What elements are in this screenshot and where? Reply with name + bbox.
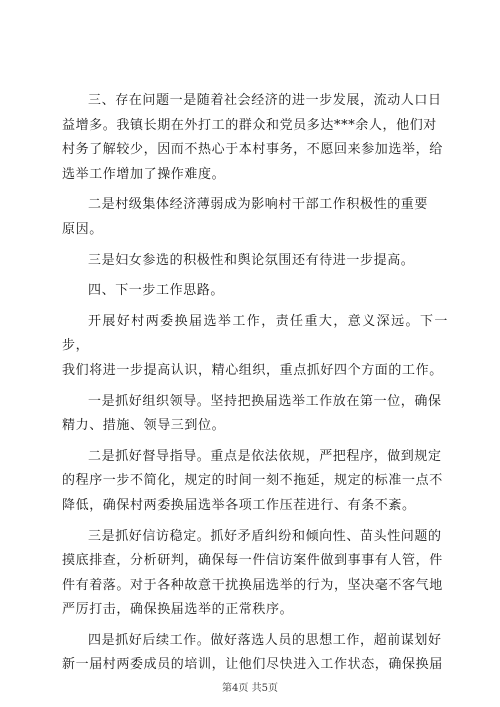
- paragraph-line: 件有着落。对于各种故意干扰换届选举的行为，坚决毫不客气地: [62, 577, 443, 593]
- paragraph-line: 二是村级集体经济薄弱成为影响村干部工作积极性的重要: [88, 197, 429, 213]
- paragraph-line: 二是抓好督导指导。重点是依法依规，严把程序，做到规定: [88, 448, 442, 464]
- paragraph-line: 摸底排查，分析研判，确保每一件信访案件做到事事有人管，件: [62, 553, 443, 569]
- paragraph-line: 三、存在问题一是随着社会经济的进一步发展，流动人口日: [88, 93, 442, 108]
- paragraph-line: 一是抓好组织领导。坚持把换届选举工作放在第一位，确保: [88, 393, 442, 409]
- paragraph: [62, 279, 448, 304]
- paragraph-line: 我们将进一步提高认识，精心组织，重点抓好四个方面的工作。: [62, 362, 443, 378]
- paragraph: [62, 629, 448, 678]
- page-footer: 第4页 共5页: [222, 683, 278, 694]
- paragraph-line: 村务了解较少，因而不热心于本村事务，不愿回来参加选举，给: [62, 142, 443, 158]
- paragraph-line: 精力、措施、领导三到位。: [62, 418, 226, 434]
- paragraph: [62, 525, 448, 623]
- paragraph-line: 四、下一步工作思路。: [88, 283, 225, 299]
- paragraph-line: 开展好村两委换届选举工作，责任重大，意义深远。下一步，: [62, 313, 448, 354]
- paragraph: [62, 445, 448, 519]
- paragraph: [62, 193, 448, 242]
- paragraph: [62, 89, 448, 187]
- paragraph-line: 的程序一步不简化，规定的时间一刻不拖延，规定的标准一点不: [62, 473, 443, 489]
- paragraph: [62, 390, 448, 439]
- paragraph-line: 四是抓好后续工作。做好落选人员的思想工作，超前谋划好: [88, 632, 442, 648]
- paragraph-line: 降低，确保村两委换届选举各项工作压茬进行、有条不紊。: [62, 497, 416, 513]
- paragraph-line: 严厉打击，确保换届选举的正常秩序。: [62, 602, 294, 618]
- paragraph: [62, 249, 448, 274]
- paragraph-line: 益增多。我镇长期在外打工的群众和党员多达***余人，他们对: [62, 117, 437, 133]
- paragraph-line: 三是妇女参选的积极性和舆论氛围还有待进一步提高。: [88, 252, 415, 268]
- paragraph: [62, 310, 448, 384]
- paragraph-line: 选举工作增加了操作难度。: [62, 166, 226, 182]
- paragraph-line: 三是抓好信访稳定。抓好矛盾纠纷和倾向性、苗头性问题的: [88, 528, 442, 544]
- paragraph-line: 新一届村两委成员的培训，让他们尽快进入工作状态，确保换届: [62, 657, 443, 673]
- paragraph-line: 原因。: [62, 221, 103, 237]
- document-body: [62, 89, 448, 684]
